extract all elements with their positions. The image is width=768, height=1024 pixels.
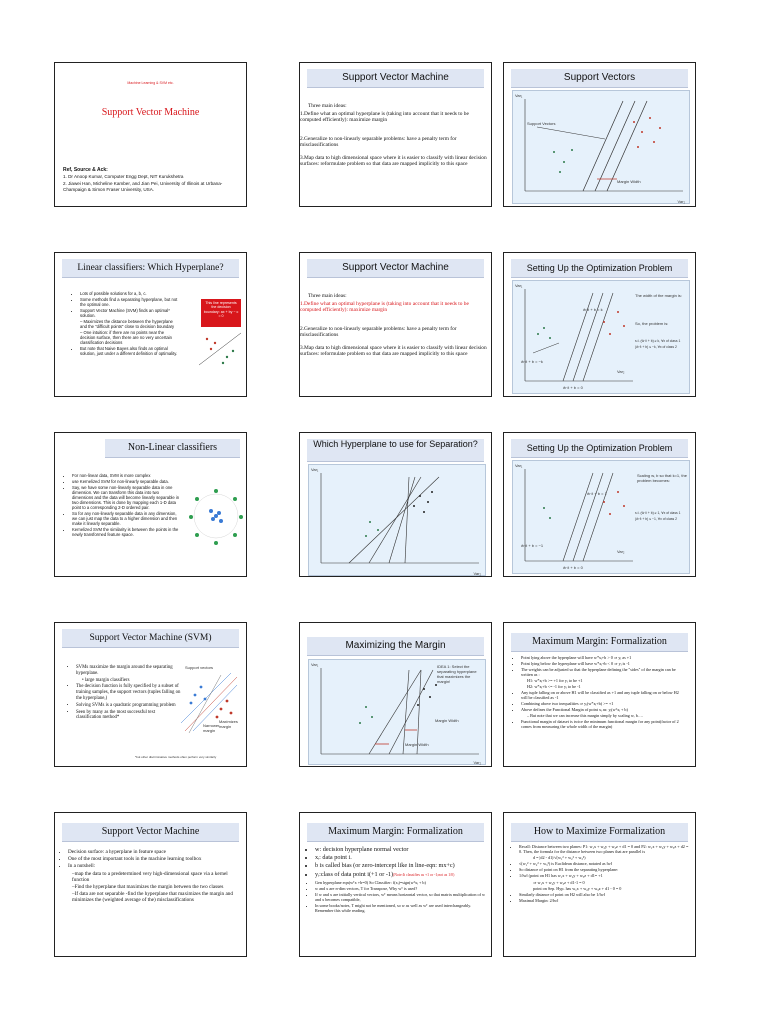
idea-2: 2.Generalize to non-linearly separable problems: have a penalty term for misclassifications bbox=[300, 136, 457, 149]
point bbox=[559, 171, 561, 173]
margin-line-3 bbox=[607, 101, 647, 191]
margin-width-label-1: Margin Width bbox=[435, 718, 459, 723]
sv-pointer bbox=[537, 127, 605, 139]
point bbox=[365, 706, 367, 708]
slide-9 bbox=[503, 432, 696, 577]
slide-4 bbox=[54, 252, 247, 397]
sub-bullet: – But note that we can increase this margin simply by scaling w, b…. bbox=[527, 713, 644, 718]
slide-title: Support Vector Machine bbox=[307, 69, 484, 88]
margin-width-label-2: Margin Width bbox=[405, 742, 429, 747]
point bbox=[435, 684, 437, 686]
slide-header: Machine Learning & SVM etc. bbox=[127, 81, 174, 85]
bullet-list bbox=[512, 844, 692, 904]
point bbox=[563, 161, 565, 163]
x-label: Var₂ bbox=[617, 549, 625, 554]
bullet: • Say, we have some non-linearly separable data in one dimension. We can transform this data into two dimensions and the data will become linearly separable in two dimensions. This is done by mapping each 1-D data point to a corresponding 2-D ordered pair. bbox=[72, 485, 181, 510]
x-label: Var₂ bbox=[473, 571, 481, 576]
slide-title: How to Maximize Formalization bbox=[511, 823, 688, 842]
bullet: • xᵢ: data point i. bbox=[315, 854, 488, 861]
bullet: • Above defines the Functional Margin of point xᵢ as: yᵢ(wᵀxᵢ + b) bbox=[521, 707, 686, 712]
eq-zero: w̄·x̄ + b = 0 bbox=[563, 385, 583, 390]
point bbox=[543, 327, 545, 329]
point bbox=[423, 688, 425, 690]
idea-note: IDEA 1: Select the separating hyperplane that maximizes the margin! bbox=[437, 664, 477, 684]
slide-title: Support Vector Machine bbox=[101, 107, 200, 118]
bullet: • Point lying above the hyperplane will have w*xᵢ+b > 0 ⇒ yᵢ as +1 bbox=[521, 655, 686, 660]
slide-6 bbox=[503, 252, 696, 397]
bullet: • use Kernelized SVM for non-linearly separable data. bbox=[72, 479, 181, 484]
intro: Three main ideas: bbox=[308, 293, 347, 299]
bullet: • For non-linear data, SVM is more complex bbox=[72, 473, 181, 478]
x-label: Var₂ bbox=[473, 760, 481, 765]
sub-bullet: –Find the hyperplane that maximizes the margin between the two classes bbox=[72, 884, 224, 891]
bullet-list bbox=[308, 846, 488, 914]
point bbox=[609, 513, 611, 515]
point bbox=[543, 507, 545, 509]
circle-data-plot bbox=[187, 485, 245, 551]
bullet: • So for any non-linearly separable data in any dimension, we can just map the data to a higher dimension and then make it linearly separable. bbox=[72, 511, 181, 526]
margin-line-2 bbox=[595, 101, 635, 191]
support-vectors-label: Support vectors bbox=[185, 665, 214, 670]
bullet-list bbox=[65, 473, 181, 538]
y-label: Var₁ bbox=[515, 283, 523, 288]
problem-note: So, the problem is: bbox=[635, 321, 669, 326]
point bbox=[549, 517, 551, 519]
slide-15 bbox=[503, 812, 696, 957]
ref-heading: Ref, Source & Ack: bbox=[63, 167, 108, 173]
point bbox=[571, 149, 573, 151]
eq-k: w̄·x̄ + b = k bbox=[583, 307, 603, 312]
constraint-2: (w̄·x̄ + b) ≤ −1, ∀x of class 2 bbox=[635, 517, 678, 521]
idea-3: 3.Map data to high dimensional space where it is easier to classify with linear decision surfaces: reformulate problem so that data are mapped implicitly to this space bbox=[300, 155, 487, 168]
bullet: • Similarly distance of point on H2 will also be 1/‖w‖ bbox=[519, 892, 692, 897]
point bbox=[609, 333, 611, 335]
slide-1 bbox=[54, 62, 247, 207]
point bbox=[553, 151, 555, 153]
constraint-2: (w̄·x̄ + b) ≤ −k, ∀x of class 2 bbox=[635, 345, 677, 349]
bullet: • Gen hyperplane eqn(wᵀx +b=0) So Classifier: f(xᵢ)=sign(wᵀxᵢ + b) bbox=[315, 880, 488, 885]
intro: Three main ideas: bbox=[308, 103, 347, 109]
point bbox=[417, 704, 419, 706]
y-label: Var₁ bbox=[311, 662, 319, 667]
bullet bbox=[315, 871, 488, 879]
point bbox=[549, 337, 551, 339]
bullet: • Some methods find a separating hyperplane, but not the optimal one. bbox=[80, 297, 179, 307]
plot bbox=[512, 460, 690, 574]
slide-title: Maximizing the Margin bbox=[307, 637, 484, 656]
y-label: Var₁ bbox=[311, 467, 319, 472]
point bbox=[623, 325, 625, 327]
narrower-margin-label: Narrower margin bbox=[203, 723, 220, 733]
bullet: • Solving SVMs is a quadratic programming problem bbox=[76, 703, 181, 709]
callout: This line represents the decision boundary: ax + by − c = 0 bbox=[201, 299, 241, 327]
bullet: • Combining above two inequalities ⇒ yᵢ(w*xᵢ+b) >= +1 bbox=[521, 701, 686, 706]
point bbox=[617, 311, 619, 313]
bullet: • Kernelized SVM the similarity is between the points in the newly transformed feature space. bbox=[72, 527, 181, 537]
y-label: Var₁ bbox=[515, 463, 523, 468]
bullet: • Point lying below the hyperplane will have w*xᵢ+b < 0 ⇒ yᵢ is -1 bbox=[521, 661, 686, 666]
formula: ⇒ w₁x + w₂y + w₃z + d1-1 = 0 bbox=[533, 879, 585, 885]
point bbox=[659, 127, 661, 129]
sub-bullet: –If data are not separable -find the hyperplane that maximizes the margin and minimizes the (weighted average of the) misclassifications bbox=[72, 891, 233, 904]
sub-bullet: H2: w*xᵢ+b <= -1 for yᵢ to be -1 bbox=[527, 684, 581, 689]
point bbox=[603, 501, 605, 503]
slide-title: Support Vector Machine (SVM) bbox=[62, 629, 239, 648]
point bbox=[603, 321, 605, 323]
eq-1: w̄·x̄ + b = 1 bbox=[587, 491, 607, 496]
bullet: • Maximal Margin: 2/‖w‖ bbox=[519, 898, 692, 903]
class-note: (Note:It classifies as +1 or -1;not as 1/0) bbox=[393, 872, 455, 877]
bullet: • So distance of point on H1 from the separating hyperplane: bbox=[519, 867, 692, 872]
slide-2 bbox=[299, 62, 492, 207]
slide-10 bbox=[54, 622, 247, 767]
slide-title: Support Vector Machine bbox=[307, 259, 484, 278]
bullet: • But note that Naive Bayes also finds an optimal solution, just under a different definition of optimality. bbox=[80, 346, 179, 356]
eq-minus-k: w̄·x̄ + b = −k bbox=[521, 359, 543, 364]
slide-title: Setting Up the Optimization Problem bbox=[511, 439, 688, 458]
bullet: • Lots of possible solutions for a, b, c. bbox=[80, 291, 179, 296]
width-note: The width of the margin is: bbox=[635, 293, 682, 298]
sub-bullet: – Maximizes the distance between the hyperplane and the "difficult points" close to decision boundary bbox=[80, 319, 175, 329]
slide-title: Linear classifiers: Which Hyperplane? bbox=[62, 259, 239, 278]
bullet-list bbox=[61, 849, 243, 905]
eq-zero: w̄·x̄ + b = 0 bbox=[563, 565, 583, 570]
x-label: Var₂ bbox=[677, 199, 685, 204]
point bbox=[427, 501, 429, 503]
plot bbox=[308, 659, 486, 765]
point bbox=[423, 511, 425, 513]
idea-2: 2.Generalize to non-linearly separable problems: have a penalty term for misclassifications bbox=[300, 326, 457, 339]
slide-3 bbox=[503, 62, 696, 207]
idea-1: 1.Define what an optimal hyperplane is (taking into account that it needs to be computed efficiently): maximize margin bbox=[300, 301, 469, 314]
slide-8 bbox=[299, 432, 492, 577]
sv-label: Support Vectors bbox=[527, 121, 556, 126]
slide-title: Maximum Margin: Formalization bbox=[307, 823, 484, 842]
bullet-list bbox=[514, 655, 686, 730]
slide-title: Setting Up the Optimization Problem bbox=[511, 259, 688, 278]
x-label: Var₂ bbox=[617, 369, 625, 374]
slide-title: Non-Linear classifiers bbox=[105, 439, 240, 458]
point bbox=[617, 491, 619, 493]
class-text: yᵢ:class of data point i(+1 or -1) bbox=[315, 870, 394, 878]
slide-title: Which Hyperplane to use for Separation? bbox=[307, 439, 484, 462]
footnote: *but other discriminative methods often perform very similarly bbox=[135, 755, 217, 759]
point bbox=[633, 121, 635, 123]
bullet: • SVMs maximize the margin around the separating hyperplane. bbox=[76, 665, 181, 677]
bullet: • If w and x are initially vertical vectors, wᵀ means horizontal vector, so that matrix multiplication of w and x becomes compatible, bbox=[315, 892, 488, 902]
bullet: • w: decision hyperplane normal vector bbox=[315, 846, 488, 853]
bullet: • w and x are n-dim vectors, T for Transpose, Why wᵀ is used? bbox=[315, 886, 488, 891]
sub-bullet: H1: w*xᵢ+b >= +1 for yᵢ to be +1 bbox=[527, 678, 583, 683]
point bbox=[641, 131, 643, 133]
plot bbox=[512, 280, 690, 394]
idea-1: 1.Define what an optimal hyperplane is (taking into account that it needs to be computed efficiently): maximize margin bbox=[300, 111, 469, 124]
point bbox=[431, 491, 433, 493]
formula: point on Sep. Hyp. has w₁x + w₂y + w₃z + d1 - 0 = 0 bbox=[533, 885, 622, 891]
slide-14 bbox=[299, 812, 492, 957]
bullet: • In a nutshell: bbox=[68, 863, 243, 869]
bullet-list bbox=[69, 665, 181, 722]
slide-7 bbox=[54, 432, 247, 577]
eq-minus-1: w̄·x̄ + b = −1 bbox=[521, 543, 544, 548]
ref-2: 2. Jiawei Han, Micheline Kamber, and Jian Pei, University of Illinois at Urbana-Champaign & Simon Fraser University, USA. bbox=[63, 181, 223, 192]
formula: d = |d2 - d1|/√(w₁² + w₂² + w₃²) bbox=[533, 855, 586, 861]
margin-line-1 bbox=[583, 101, 623, 191]
bullet: • Support Vector Machine (SVM) finds an optimal* solution. bbox=[80, 308, 179, 318]
point bbox=[365, 535, 367, 537]
point bbox=[537, 333, 539, 335]
point bbox=[419, 495, 421, 497]
bullet: • One of the most important tools in the machine learning toolbox bbox=[68, 856, 243, 862]
bullet: • Functional margin of dataset is twice the minimum functional margin for any point(factor of 2 comes from measuring the whole width of the margin) bbox=[521, 719, 686, 729]
point bbox=[413, 505, 415, 507]
slide-11 bbox=[299, 622, 492, 767]
bullet: • b is called bias (or zero-intercept like in line-eqn: mx+c) bbox=[315, 862, 488, 869]
bullet: • Any tuple falling on or above H1 will be classified as +1 and any tuple falling on or below H2 will be classified as -1 bbox=[521, 690, 686, 700]
bullet: • Decision surface: a hyperplane in feature space bbox=[68, 849, 243, 855]
slide-13 bbox=[54, 812, 247, 957]
slide-title: Maximum Margin: Formalization bbox=[511, 633, 688, 652]
slide-title: Support Vectors bbox=[511, 69, 688, 88]
constraint-1: s.t. (w̄·x̄ + b) ≥ 1, ∀x of class 1 bbox=[635, 511, 681, 515]
bullet: • 1/‖w‖ (point on H1 has w₁x + w₂y + w₃z + d1= +1 bbox=[519, 873, 692, 878]
point bbox=[369, 521, 371, 523]
plot bbox=[512, 90, 690, 204]
slide-title: Support Vector Machine bbox=[62, 823, 239, 842]
point bbox=[649, 117, 651, 119]
maximizes-margin-label: Maximizes margin bbox=[219, 719, 238, 729]
point bbox=[359, 722, 361, 724]
mini-plot bbox=[197, 329, 243, 369]
constraint-1: s.t. (w̄·x̄ + b) ≥ k, ∀x of class 1 bbox=[635, 339, 681, 343]
slide-12 bbox=[503, 622, 696, 767]
plot-svg bbox=[309, 465, 485, 575]
sub-bullet: –map the data to a predetermined very high-dimensional space via a kernel function bbox=[72, 870, 228, 883]
bullet: • The weights can be adjusted so that the hyperplane defining the "sides" of the margin can be written as : bbox=[521, 667, 686, 677]
bullet: • Seen by many as the most successful text classification method* bbox=[76, 710, 181, 722]
idea-3: 3.Map data to high dimensional space where it is easier to classify with linear decision surfaces: reformulate problem so that data are mapped implicitly to this space bbox=[300, 345, 487, 358]
y-label: Var₁ bbox=[515, 93, 523, 98]
bullet: • √(w₁² + w₂² + w₃²) is Euclidean distance, notated as ‖w‖ bbox=[519, 861, 692, 866]
mw-label: Margin Width bbox=[617, 179, 641, 184]
point bbox=[377, 529, 379, 531]
point bbox=[371, 716, 373, 718]
point bbox=[637, 146, 639, 148]
bullet: • In some books/notes, T might not be mentioned, so w as well as wᵀ are used interchangeably. Remember this while reading. bbox=[315, 903, 488, 913]
sub-bullet: – One intuition: if there are no points near the decision surface, then there are no very uncertain classification decisions bbox=[80, 330, 172, 345]
slide-5 bbox=[299, 252, 492, 397]
ref-1: 1. Dr Anoop Kumar, Computer Engg Dept, NIT Kurukshetra bbox=[63, 174, 184, 179]
scaling-note: Scaling w, b so that k=1, the problem becomes: bbox=[637, 473, 687, 483]
sub-bullet: • large margin classifiers bbox=[82, 677, 130, 683]
plot bbox=[308, 464, 486, 576]
bullet: • The decision function is fully specified by a subset of training samples, the support vectors (tuples falling on the hyperplane,) bbox=[76, 684, 181, 701]
point bbox=[429, 696, 431, 698]
point bbox=[623, 505, 625, 507]
point bbox=[653, 141, 655, 143]
bullet-list bbox=[73, 291, 179, 357]
bullet: • Recall: Distance between two planes: P1: w₁x + w₂y + w₃z + d1 = 0 and P2: w₁x + w₂y + w₃z + d2 = 0. Then, the formula for the distance between two planes that are parallel is bbox=[519, 844, 692, 854]
plot-svg bbox=[513, 91, 689, 203]
